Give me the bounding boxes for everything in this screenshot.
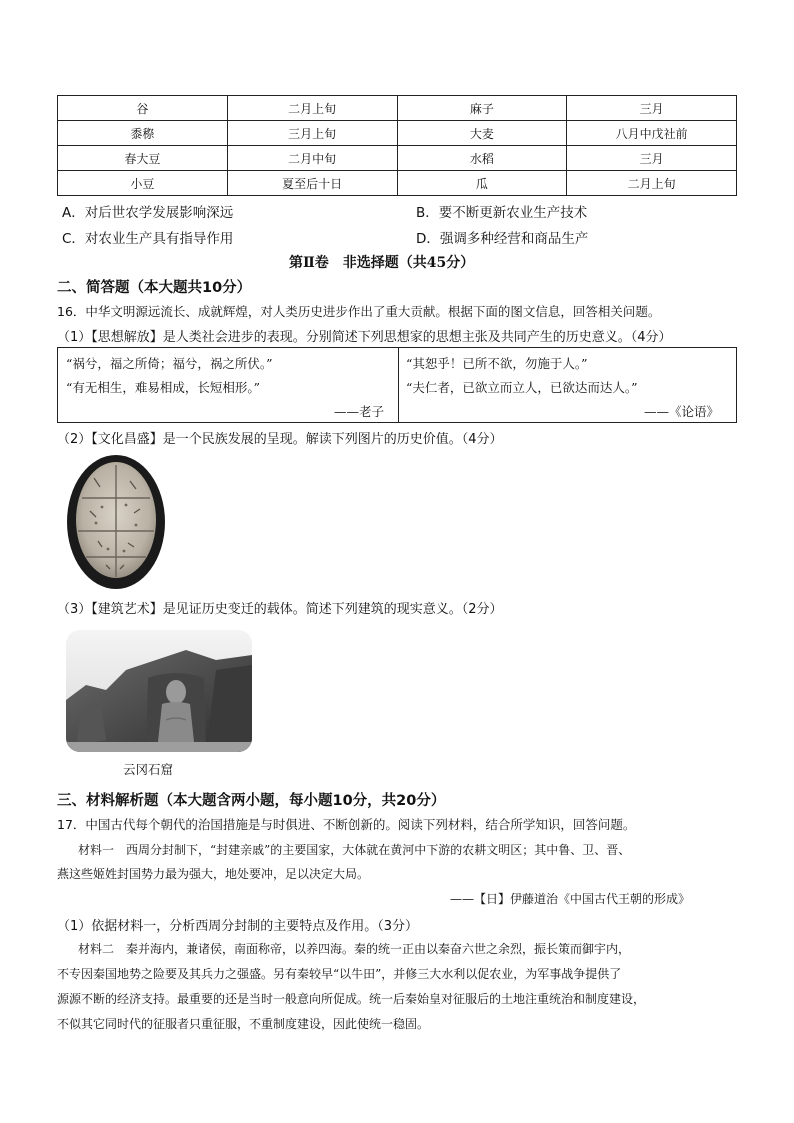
material2-line2: 不专因秦国地势之险要及其兵力之强盛。另有秦较早“以牛田”，并修三大水利以促农业，为军事战争提供了 xyxy=(57,967,622,981)
material1-line1: 材料一 西周分封制下，“封建亲戚”的主要国家，大体就在黄河中下游的农耕文明区；其中鲁、卫、晋、 xyxy=(78,843,631,857)
section3-heading: 三、材料解析题（本大题含两小题，每小题10分，共20分） xyxy=(57,793,446,809)
part2-title: 第Ⅱ卷 非选择题（共45分） xyxy=(289,255,475,271)
grotto-caption: 云冈石窟 xyxy=(123,762,174,777)
option-a: A．对后世农学发展影响深远 xyxy=(62,205,234,221)
table-cell: 大麦 xyxy=(397,121,567,146)
table-cell: 二月上旬 xyxy=(227,96,397,121)
table-cell: 二月上旬 xyxy=(567,171,737,196)
table-cell: 二月中旬 xyxy=(227,146,397,171)
material2-line4: 不似其它同时代的征服者只重征服，不重制度建设，因此使统一稳固。 xyxy=(57,1017,430,1031)
analects-quote-1: “其恕乎！已所不欲，勿施于人。” xyxy=(406,356,588,371)
option-c: C．对农业生产具有指导作用 xyxy=(62,231,234,247)
table-row xyxy=(58,96,737,121)
section2-heading: 二、简答题（本大题共10分） xyxy=(57,280,252,296)
material2-line3: 源源不断的经济支持。最重要的还是当时一般意向所促成。统一后秦始皇对征服后的土地注重统治和制度建设， xyxy=(57,992,646,1006)
yungang-grottoes-image xyxy=(66,630,252,752)
q16-part2: （2）【文化昌盛】是一个民族发展的呈现。解读下列图片的历史价值。（4分） xyxy=(57,432,503,447)
laozi-quote-2: “有无相生，难易相成，长短相形。” xyxy=(66,380,261,395)
material1-source: ——【日】伊藤道治《中国古代王朝的形成》 xyxy=(450,892,691,906)
table-cell: 三月上旬 xyxy=(227,121,397,146)
material1-line2: 燕这些姬姓封国势力最为强大，地处要冲，足以决定大局。 xyxy=(57,867,370,881)
analects-source: ——《论语》 xyxy=(644,404,720,419)
option-b: B．要不断更新农业生产技术 xyxy=(416,205,588,221)
table-cell: 黍穄 xyxy=(58,121,228,146)
table-cell: 三月 xyxy=(567,146,737,171)
q16-part1: （1）【思想解放】是人类社会进步的表现。分别简述下列思想家的思想主张及共同产生的历史意义。（4分） xyxy=(57,330,672,345)
table-cell: 水稻 xyxy=(397,146,567,171)
table-cell: 夏至后十日 xyxy=(227,171,397,196)
table-row xyxy=(58,146,737,171)
table-cell: 三月 xyxy=(567,96,737,121)
q17-part1: （1）依据材料一，分析西周分封制的主要特点及作用。（3分） xyxy=(57,919,419,934)
laozi-quote-1: “祸兮，福之所倚；福兮，祸之所伏。” xyxy=(66,356,273,371)
table-cell: 麻子 xyxy=(397,96,567,121)
table-cell: 瓜 xyxy=(397,171,567,196)
q16-intro: 16．中华文明源远流长、成就辉煌，对人类历史进步作出了重大贡献。根据下面的图文信息，回答相关问题。 xyxy=(57,304,661,319)
oracle-bone-turtle-shell-image xyxy=(66,453,166,591)
divider xyxy=(398,348,399,422)
table-cell: 八月中戊社前 xyxy=(567,121,737,146)
table-row xyxy=(58,121,737,146)
q17-intro: 17．中国古代每个朝代的治国措施是与时俱进、不断创新的。阅读下列材料，结合所学知识，回答问题。 xyxy=(57,817,636,832)
quote-box xyxy=(57,347,737,423)
material2-line1: 材料二 秦并海内，兼诸侯，南面称帝，以养四海。秦的统一正由以秦奋六世之余烈，振长策而御宇内， xyxy=(78,942,631,956)
table-row xyxy=(58,171,737,196)
q16-part3: （3）【建筑艺术】是见证历史变迁的载体。简述下列建筑的现实意义。（2分） xyxy=(57,602,503,617)
analects-quote-2: “夫仁者，已欲立而立人，已欲达而达人。” xyxy=(406,380,638,395)
table-cell: 小豆 xyxy=(58,171,228,196)
table-cell: 谷 xyxy=(58,96,228,121)
option-d: D．强调多种经营和商品生产 xyxy=(416,231,589,247)
laozi-source: ——老子 xyxy=(334,404,385,419)
crop-sowing-table xyxy=(57,95,737,196)
table-cell: 春大豆 xyxy=(58,146,228,171)
